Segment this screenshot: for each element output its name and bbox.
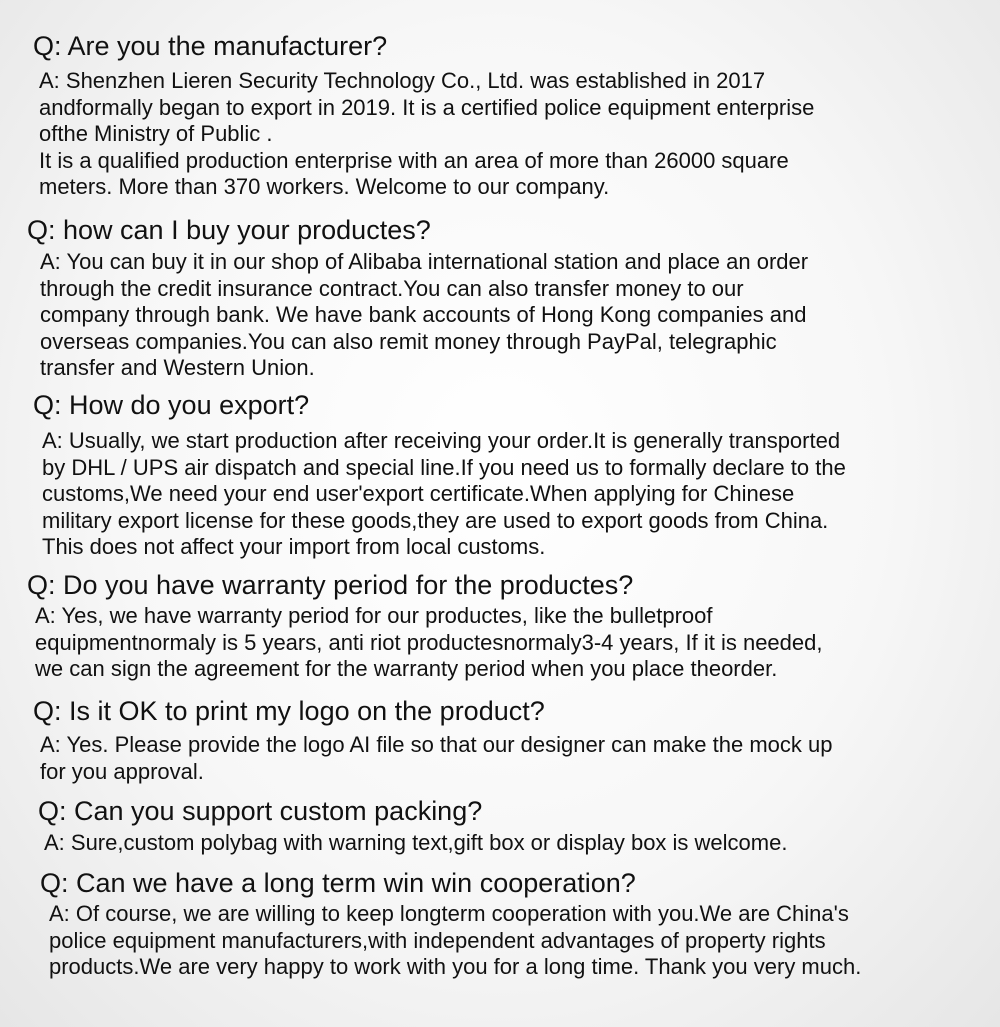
faq-question: Q: Can we have a long term win win cooperation? [40, 868, 636, 898]
faq-item-cooperation [40, 867, 861, 981]
faq-question: Q: how can I buy your productes? [27, 215, 431, 245]
faq-answer: A: Yes. Please provide the logo AI file so that our designer can make the mock up for you approval. [40, 732, 833, 784]
faq-item-warranty [27, 569, 823, 683]
faq-answer: A: Of course, we are willing to keep longterm cooperation with you.We are China's police equipment manufacturers,with independent advantages of property rights products.We are very happy to work with you for a long time. Thank you very much. [49, 901, 862, 979]
faq-question: Q: Are you the manufacturer? [33, 31, 388, 61]
faq-item-export [33, 389, 846, 561]
faq-item-logo-print [33, 695, 832, 785]
faq-answer: A: Shenzhen Lieren Security Technology Co., Ltd. was established in 2017 andformally began to export in 2019. It is a certified police equipment enterprise ofthe Ministry of Public . It is a qualified production enterprise with an area of more than 26000 square meters. More than 370 workers. Welcome to our company. [39, 68, 815, 199]
faq-answer: A: You can buy it in our shop of Alibaba international station and place an order through the credit insurance contract.You can also transfer money to our company through bank. We have bank accounts of Hong Kong companies and overseas companies.You can also remit money through PayPal, telegraphic transfer and Western Union. [40, 249, 809, 380]
faq-item-manufacturer [33, 30, 814, 201]
faq-question: Q: How do you export? [33, 390, 310, 420]
faq-answer: A: Sure,custom polybag with warning text,gift box or display box is welcome. [44, 830, 788, 855]
faq-answer: A: Yes, we have warranty period for our productes, like the bulletproof equipmentnormaly is 5 years, anti riot productesnormaly3-4 years, If it is needed, we can sign the agreement for the warranty period when you place theorder. [35, 603, 823, 681]
faq-item-custom-packing [38, 795, 787, 857]
faq-question: Q: Can you support custom packing? [38, 796, 483, 826]
faq-question: Q: Do you have warranty period for the productes? [27, 570, 634, 600]
faq-answer: A: Usually, we start production after receiving your order.It is generally transported by DHL / UPS air dispatch and special line.If you need us to formally declare to the customs,We need your end user'export certificate.When applying for Chinese military export license for these goods,they are used to export goods from China. This does not affect your import from local customs. [42, 428, 846, 559]
faq-question: Q: Is it OK to print my logo on the product? [33, 696, 545, 726]
faq-item-how-to-buy [27, 214, 808, 382]
